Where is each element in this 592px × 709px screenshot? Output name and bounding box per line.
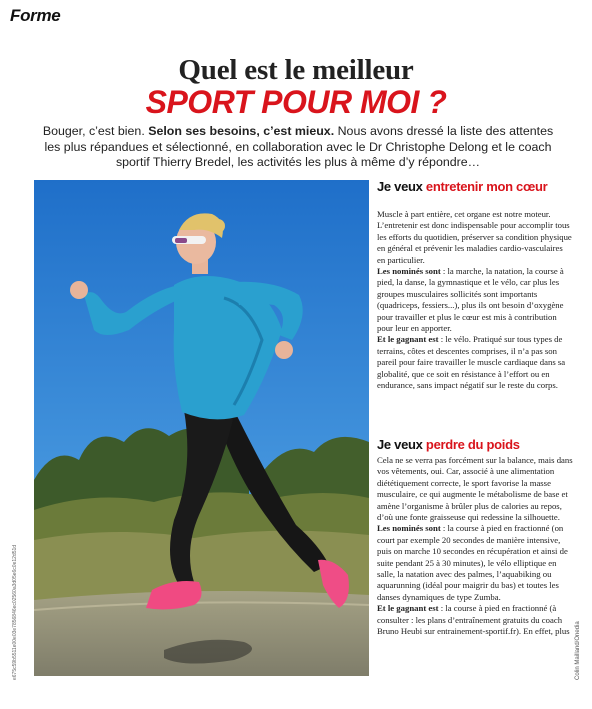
section-2-paragraph-winner — [377, 603, 573, 637]
section-1-paragraph-intro: Muscle à part entière, cet organe est notre moteur. L’entretenir est donc indispensable pour accomplir tous les efforts du quotidien, préserver sa condition physique en général et prévenir les maladies cardio-vasculaires en particulier. — [377, 209, 572, 265]
photo-code: e675c59b5511e00e03e7856846ec02560a3d05e6c0e12d51d — [12, 544, 18, 680]
section-2-winner-label: Et le gagnant est — [377, 603, 439, 614]
intro-lead: Bouger, c’est bien. — [42, 124, 149, 138]
section-1-nominees-label: Les nominés sont — [377, 266, 441, 277]
section-2-heading — [377, 438, 573, 452]
headline-line-2: SPORT POUR MOI ? — [145, 84, 447, 120]
intro-paragraph — [38, 124, 558, 171]
section-tag: Forme — [10, 6, 61, 25]
section-2-heading-black: Je veux — [377, 437, 426, 452]
section-2-body — [377, 455, 573, 638]
intro-bold: Selon ses besoins, c’est mieux. — [148, 124, 335, 138]
section-1-nominees-text: : la marche, la natation, la course à pied, la danse, la gymnastique et le vélo, car plus les groupes musculaires sollicités sont importants (quadriceps, fessiers...), plus ils ont besoin d’oxygène pour travailler et plus le cœur est mis à contribution pour leur en apporter. — [377, 266, 564, 334]
section-2-paragraph-intro: Cela ne se verra pas forcément sur la balance, mais dans vos vêtements, oui. Car, associé à une alimentation diététiquement correcte, le sport favorise la masse musculaire, ce qui augmente le métabolisme de base et amène l’organisme à brûler plus de calories au repos, d’où une fonte graisseuse qui redessine la silhouette. — [377, 455, 573, 523]
section-1-body — [377, 209, 573, 392]
runner-photo — [34, 180, 369, 676]
photo-credit: Colin Mailland/Onedia — [575, 621, 581, 680]
section-2-nominees-text: : la course à pied en fractionné (on court par exemple 20 secondes de manière intensive, puis on marche 10 secondes en récupération et ainsi de suite pendant 25 à 30 minutes), le vélo elliptique en salle, la natation avec des palmes, l’aquabiking ou aquarunning (idéal pour maigrir du bas) et toutes les danses dynamiques de type Zumba. — [377, 523, 568, 602]
section-2-heading-wrap — [377, 438, 573, 452]
section-1-paragraph-nominees — [377, 266, 573, 334]
section-1-heading — [377, 180, 573, 194]
intro-rest: Nous avons dressé la liste des attentes les plus répandues et sélectionné, en collaboration avec le Dr Christophe Delong et le coach sportif Thierry Bredel, les activités les plus à même d’y répondre… — [44, 124, 554, 169]
section-2-winner-text: : la course à pied en fractionné (à consulter : les plans d’entraînement gratuits du coach Bruno Heubi sur entrainement-sportif.fr). En effet, plus — [377, 603, 570, 637]
section-1-winner-text: : le vélo. Pratiqué sur tous types de terrains, côtes et descentes comprises, il n’a pas son pareil pour faire travailler le muscle cardiaque dans sa globalité, que ce soit en résistance à l’effort ou en endurance, sans impact négatif sur le reste du corps. — [377, 334, 566, 391]
section-2-paragraph-nominees — [377, 523, 573, 603]
section-2-nominees-label: Les nominés sont — [377, 523, 441, 534]
section-1-heading-wrap — [377, 180, 573, 194]
section-2-heading-red: perdre du poids — [425, 437, 520, 452]
section-1-winner-label: Et le gagnant est — [377, 334, 439, 345]
section-1-paragraph-winner — [377, 334, 573, 391]
section-1-heading-black: Je veux — [377, 179, 426, 194]
section-1-heading-red: entretenir mon cœur — [425, 179, 548, 194]
headline-line-1: Quel est le meilleur — [178, 54, 414, 86]
